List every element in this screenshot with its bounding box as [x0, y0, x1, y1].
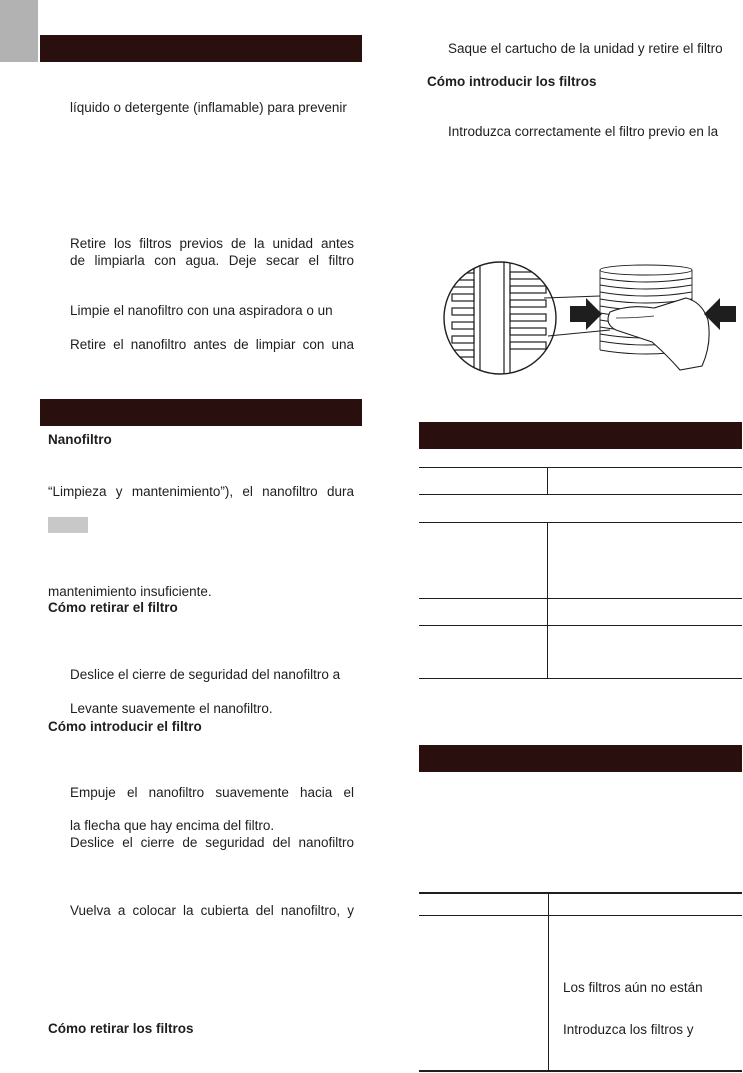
table-divider — [547, 467, 548, 494]
table-rule — [419, 522, 742, 523]
text-line: Retire los filtros previos de la unidad antes — [70, 236, 354, 251]
page-tab — [0, 0, 38, 62]
table-rule — [419, 915, 742, 916]
table-rule — [419, 467, 742, 468]
introducir-filtros-heading: Cómo introducir los filtros — [427, 74, 597, 89]
table-divider — [548, 892, 549, 1070]
text-line: la flecha que hay encima del filtro. — [70, 818, 275, 833]
text-line: “Limpieza y mantenimiento”), el nanofiltro dura — [48, 484, 354, 499]
section-header-bar-1 — [40, 35, 362, 62]
text-line: Saque el cartucho de la unidad y retire el filtro — [448, 41, 723, 56]
retirar-filtros-heading: Cómo retirar los filtros — [48, 1021, 194, 1036]
section-header-bar-2 — [40, 399, 362, 426]
section-header-bar-3 — [419, 422, 742, 449]
table-rule — [419, 678, 742, 679]
text-line: de limpiarla con agua. Deje secar el filtro — [70, 253, 354, 268]
table-rule-bottom — [419, 1070, 742, 1072]
text-line: Deslice el cierre de seguridad del nanofiltro — [70, 835, 354, 850]
section-header-bar-4 — [419, 745, 742, 772]
text-line: Introduzca correctamente el filtro previo en la — [448, 124, 719, 139]
introducir-filtro-heading: Cómo introducir el filtro — [48, 719, 202, 734]
text-line: mantenimiento insuficiente. — [48, 584, 212, 599]
text-line: Deslice el cierre de seguridad del nanofiltro a — [70, 667, 341, 682]
highlight-box — [48, 517, 88, 533]
text-line: Retire el nanofiltro antes de limpiar con una — [70, 337, 354, 352]
table-divider — [547, 522, 548, 678]
table-cell: Introduzca los filtros y — [563, 1022, 694, 1037]
filter-illustration — [440, 258, 742, 376]
text-line: Limpie el nanofiltro con una aspiradora o un — [70, 303, 333, 318]
text-line: líquido o detergente (inflamable) para prevenir — [70, 100, 347, 115]
text-line: Empuje el nanofiltro suavemente hacia el — [70, 785, 354, 800]
text-line: Vuelva a colocar la cubierta del nanofiltro, y — [70, 903, 354, 918]
table-rule-top — [419, 892, 742, 894]
text-line: Levante suavemente el nanofiltro. — [70, 701, 273, 716]
table-rule — [419, 598, 742, 599]
nanofiltro-heading: Nanofiltro — [48, 432, 112, 447]
table-rule — [419, 625, 742, 626]
retirar-filtro-heading: Cómo retirar el filtro — [48, 600, 178, 615]
table-cell: Los filtros aún no están — [563, 980, 703, 995]
table-rule — [419, 494, 742, 495]
